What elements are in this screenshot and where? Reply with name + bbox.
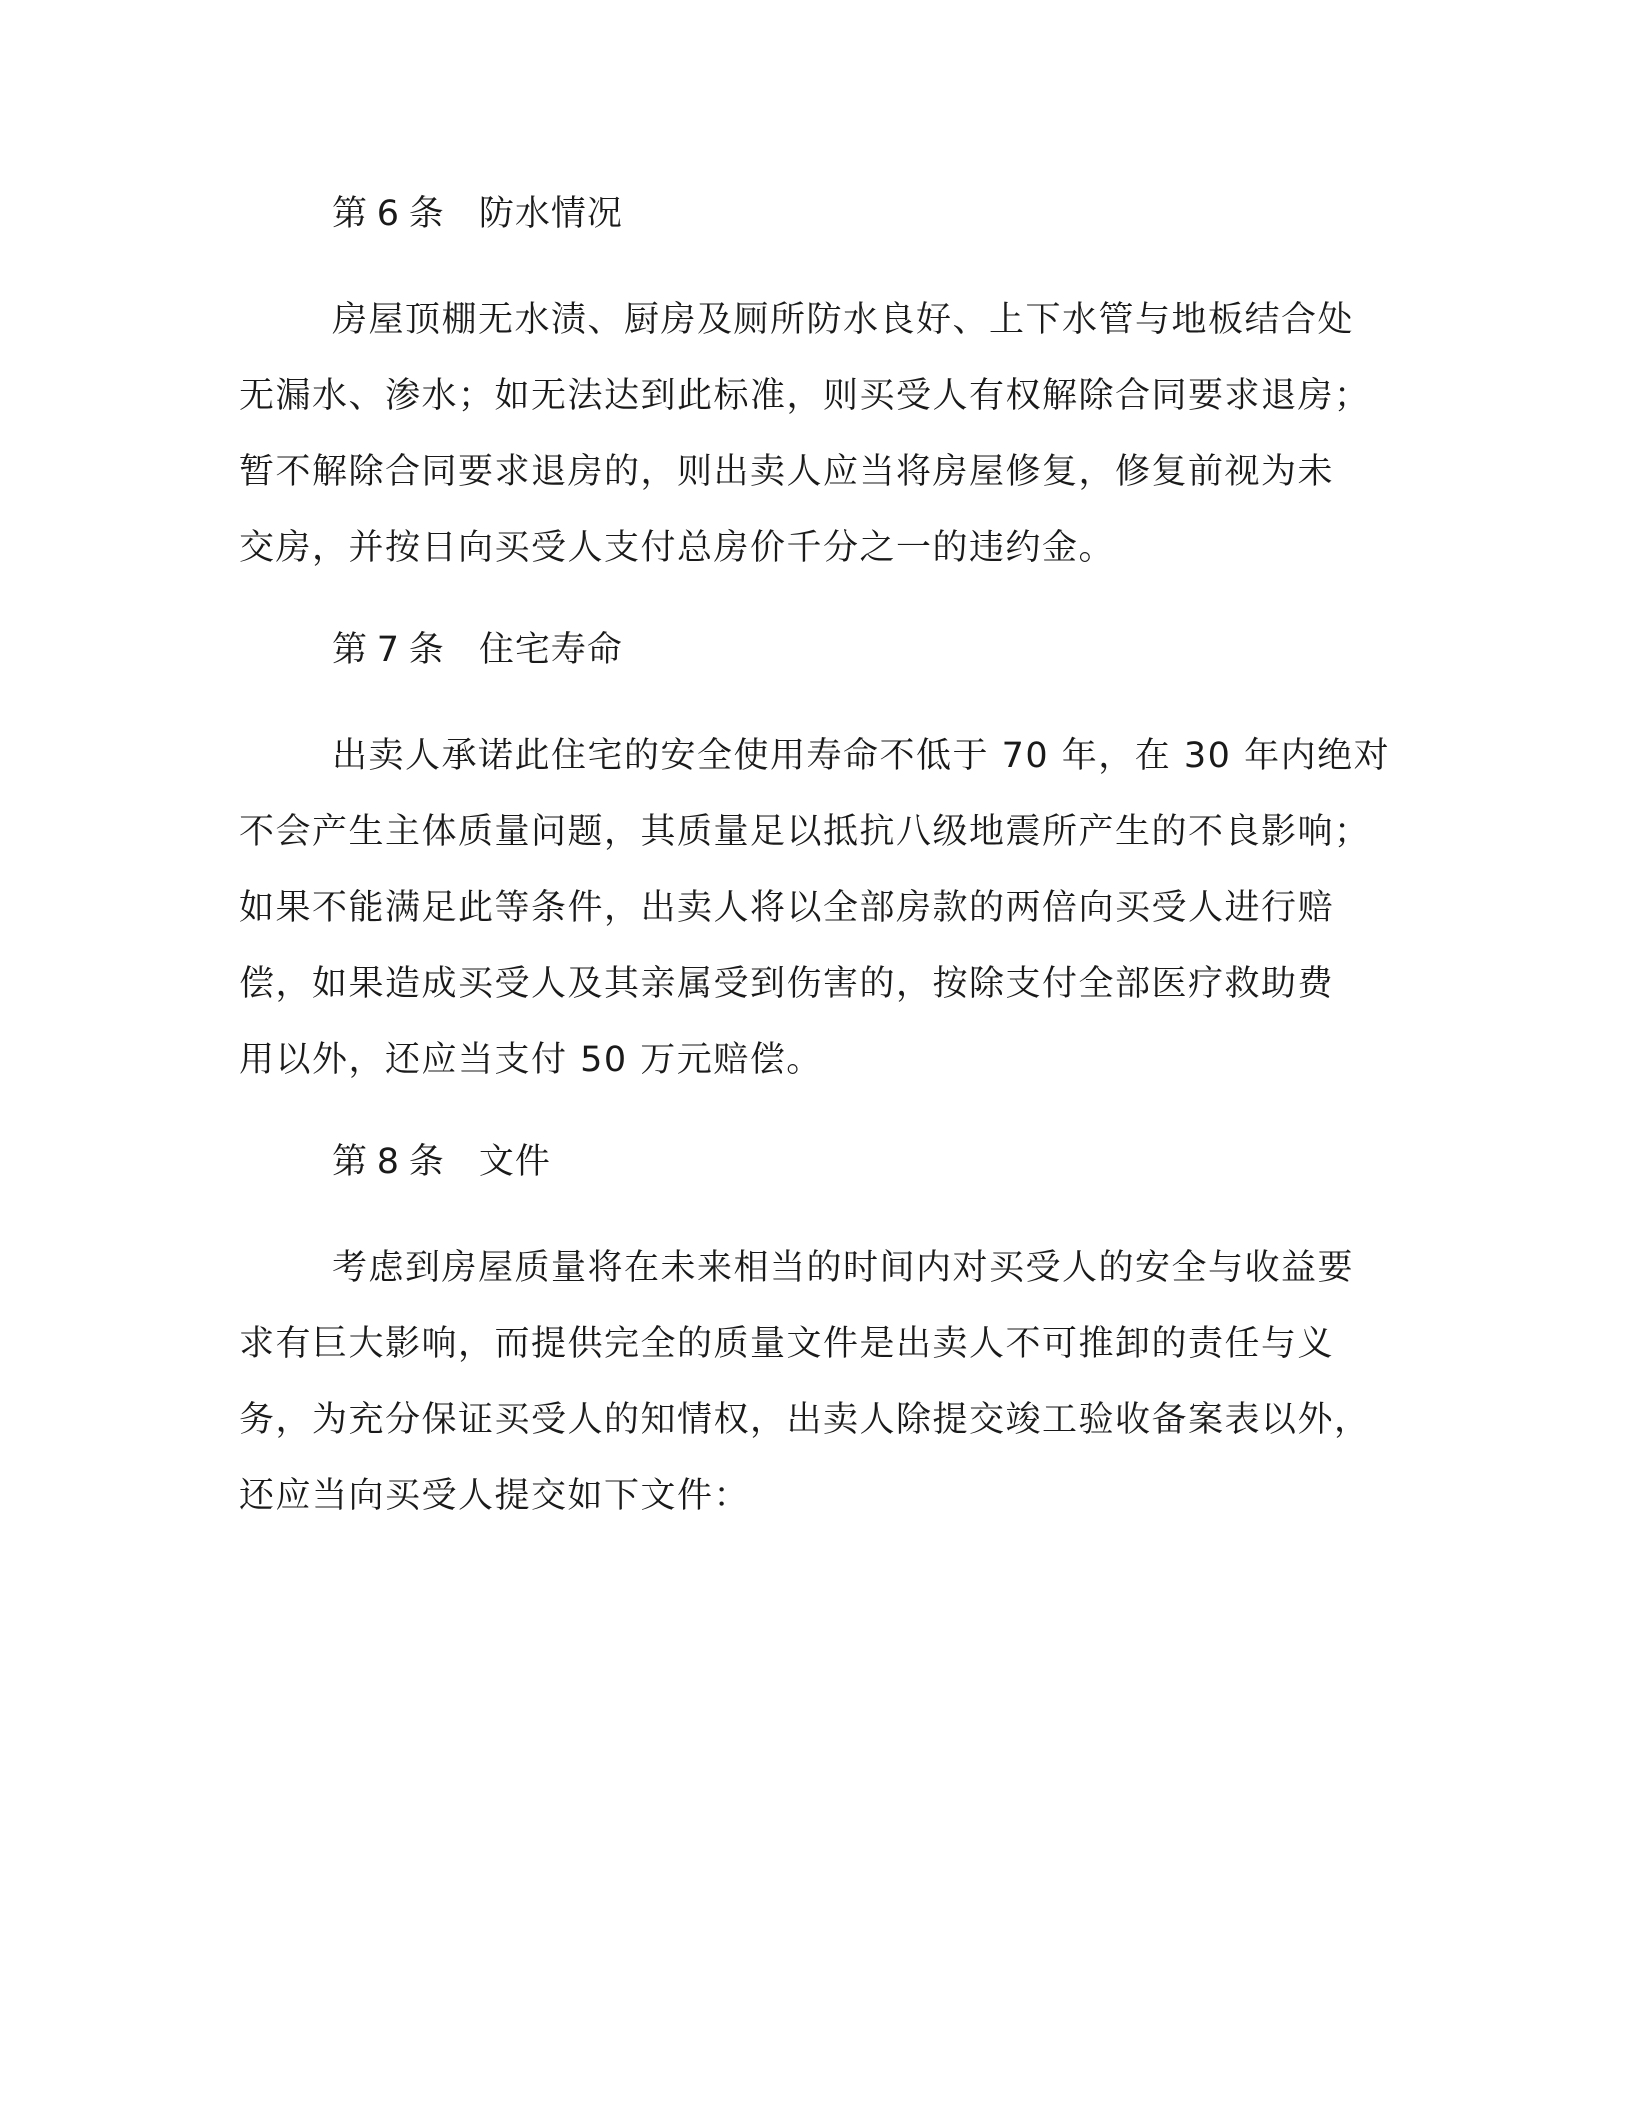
article-7-line-2: 不会产生主体质量问题，其质量足以抵抗八级地震所产生的不良影响； (239, 812, 1371, 852)
article-8-line-3: 务，为充分保证买受人的知情权，出卖人除提交竣工验收备案表以外， (239, 1400, 1371, 1440)
article-6-line-3: 暂不解除合同要求退房的，则出卖人应当将房屋修复，修复前视为未 (239, 452, 1335, 492)
article-suffix: 条 (408, 1142, 445, 1182)
article-prefix: 第 (332, 630, 369, 670)
article-title: 文件 (478, 1142, 551, 1182)
article-prefix: 第 (332, 194, 369, 234)
article-number: 7 (376, 630, 401, 670)
article-7-line-5: 用以外，还应当支付 50 万元赔偿。 (239, 1040, 823, 1080)
article-number: 8 (376, 1142, 401, 1182)
article-6-line-4: 交房，并按日向买受人支付总房价千分之一的违约金。 (239, 528, 1116, 568)
article-prefix: 第 (332, 1142, 369, 1182)
article-6-line-1: 房屋顶棚无水渍、厨房及厕所防水良好、上下水管与地板结合处 (332, 300, 1355, 340)
article-8-heading (332, 1138, 551, 1186)
article-suffix: 条 (408, 630, 445, 670)
article-8-line-4: 还应当向买受人提交如下文件： (239, 1476, 751, 1516)
article-6-line-2: 无漏水、渗水；如无法达到此标准，则买受人有权解除合同要求退房； (239, 376, 1371, 416)
article-8-line-1: 考虑到房屋质量将在未来相当的时间内对买受人的安全与收益要 (332, 1248, 1355, 1288)
article-8-line-2: 求有巨大影响，而提供完全的质量文件是出卖人不可推卸的责任与义 (239, 1324, 1335, 1364)
article-6-heading (332, 190, 623, 238)
article-title: 防水情况 (478, 194, 623, 234)
article-suffix: 条 (408, 194, 445, 234)
article-title: 住宅寿命 (478, 630, 623, 670)
article-7-line-4: 偿，如果造成买受人及其亲属受到伤害的，按除支付全部医疗救助费 (239, 964, 1335, 1004)
article-7-line-3: 如果不能满足此等条件，出卖人将以全部房款的两倍向买受人进行赔 (239, 888, 1335, 928)
article-7-heading (332, 626, 623, 674)
article-7-line-1: 出卖人承诺此住宅的安全使用寿命不低于 70 年，在 30 年内绝对 (332, 736, 1391, 776)
article-number: 6 (376, 194, 401, 234)
